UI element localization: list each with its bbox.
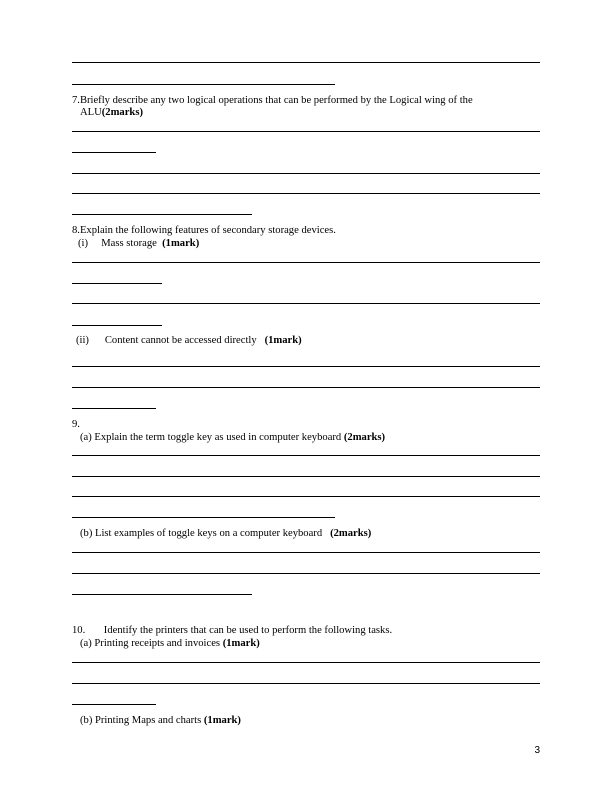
question-10-b: (b) Printing Maps and charts (1mark) xyxy=(80,715,241,726)
question-9-a: (a) Explain the term toggle key as used in computer keyboard (2marks) xyxy=(80,432,386,443)
answer-line xyxy=(72,455,540,456)
answer-line-short xyxy=(72,517,335,518)
question-8-ii: (ii) Content cannot be accessed directly (1mark) xyxy=(76,335,302,346)
question-9-b: (b) List examples of toggle keys on a computer keyboard (2marks) xyxy=(80,528,372,539)
answer-line-short xyxy=(72,214,252,215)
question-8-text: 8.Explain the following features of secondary storage devices. xyxy=(72,225,336,236)
answer-line-short xyxy=(72,704,156,705)
question-8-ii-marks: (1mark) xyxy=(264,335,302,346)
answer-line xyxy=(72,496,540,497)
question-7-marks: (2marks) xyxy=(101,107,143,118)
question-7-text: 7.Briefly describe any two logical operations that can be performed by the Logical wing of the xyxy=(72,95,473,106)
answer-line xyxy=(72,573,540,574)
question-9-number: 9. xyxy=(72,419,80,430)
question-7-text-cont: ALU(2marks) xyxy=(80,107,143,118)
question-8-i-marks: (1mark) xyxy=(162,238,200,249)
question-9-a-marks: (2marks) xyxy=(343,432,386,443)
page-number: 3 xyxy=(534,745,540,756)
answer-line xyxy=(72,262,540,263)
answer-line xyxy=(72,662,540,663)
answer-line xyxy=(72,303,540,304)
question-10-a-marks: (1mark) xyxy=(222,638,260,649)
answer-line xyxy=(72,476,540,477)
answer-line xyxy=(72,552,540,553)
answer-line xyxy=(72,387,540,388)
answer-line-short xyxy=(72,594,252,595)
answer-line xyxy=(72,193,540,194)
answer-line-short xyxy=(72,152,156,153)
question-10-a: (a) Printing receipts and invoices (1mark) xyxy=(80,638,260,649)
answer-line xyxy=(72,173,540,174)
answer-line xyxy=(72,62,540,63)
answer-line xyxy=(72,366,540,367)
question-8-i: (i) Mass storage (1mark) xyxy=(78,238,200,249)
question-10-text: 10. Identify the printers that can be used to perform the following tasks. xyxy=(72,625,393,636)
question-10-b-marks: (1mark) xyxy=(203,715,241,726)
answer-line xyxy=(72,683,540,684)
answer-line-short xyxy=(72,84,335,85)
answer-line-short xyxy=(72,283,162,284)
answer-line xyxy=(72,131,540,132)
answer-line-short xyxy=(72,408,156,409)
answer-line-short xyxy=(72,325,162,326)
question-9-b-marks: (2marks) xyxy=(330,528,372,539)
